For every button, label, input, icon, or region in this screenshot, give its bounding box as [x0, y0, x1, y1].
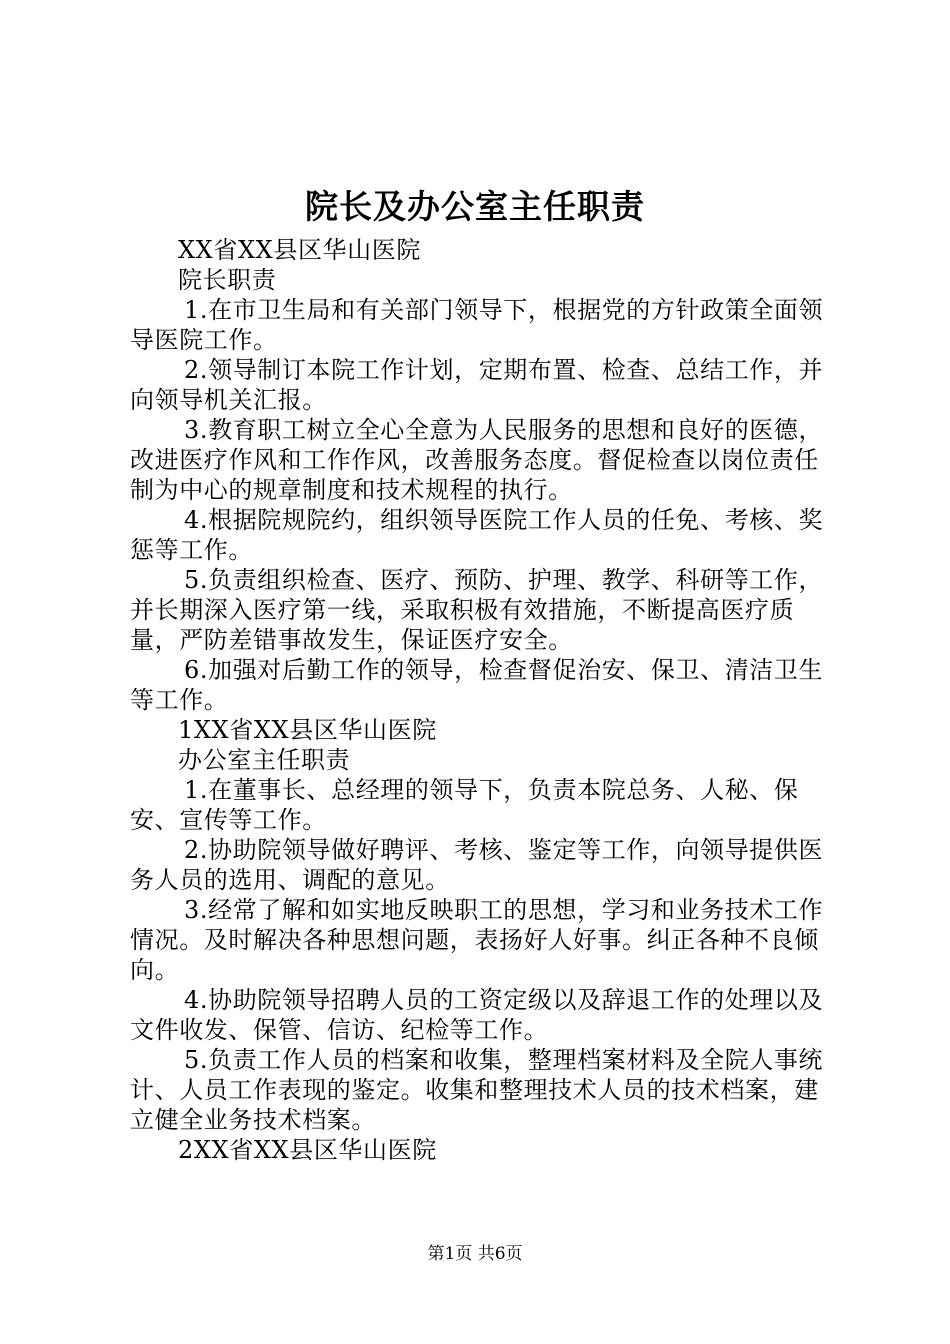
document-body — [130, 235, 842, 1165]
paragraph-hospital-header-3: 2XX省XX县区华山医院 — [178, 1136, 437, 1164]
director-duty-3: 3.教育职工树立全心全意为人民服务的思想和良好的医德，改进医疗作风和工作作风，改善服务态度。督促检查以岗位责任制为中心的规章制度和技术规程的执行。 — [130, 416, 824, 504]
document-title: 院长及办公室主任职责 — [305, 187, 645, 226]
office-duty-5: 5.负责工作人员的档案和收集，整理档案材料及全院人事统计、人员工作表现的鉴定。收集和整理技术人员的技术档案，建立健全业务技术档案。 — [130, 1046, 824, 1134]
director-duty-2: 2.领导制订本院工作计划，定期布置、检查、总结工作，并向领导机关汇报。 — [130, 356, 824, 414]
office-duty-2: 2.协助院领导做好聘评、考核、鉴定等工作，向领导提供医务人员的选用、调配的意见。 — [130, 836, 824, 894]
office-duty-4: 4.协助院领导招聘人员的工资定级以及辞退工作的处理以及文件收发、保管、信访、纪检等工作。 — [130, 986, 824, 1044]
office-duty-1: 1.在董事长、总经理的领导下，负责本院总务、人秘、保安、宣传等工作。 — [130, 776, 799, 834]
paragraph-hospital-header-1: XX省XX县区华山医院 — [178, 236, 421, 264]
paragraph-hospital-header-2: 1XX省XX县区华山医院 — [178, 716, 437, 744]
director-duty-5: 5.负责组织检查、医疗、预防、护理、教学、科研等工作，并长期深入医疗第一线，采取积极有效措施，不断提高医疗质量，严防差错事故发生，保证医疗安全。 — [130, 566, 824, 654]
director-duty-1: 1.在市卫生局和有关部门领导下，根据党的方针政策全面领导医院工作。 — [130, 296, 824, 354]
office-duty-3: 3.经常了解和如实地反映职工的思想，学习和业务技术工作情况。及时解决各种思想问题，表扬好人好事。纠正各种不良倾向。 — [130, 896, 824, 984]
section-heading-office-director-duties: 办公室主任职责 — [178, 746, 351, 774]
section-heading-director-duties: 院长职责 — [178, 266, 277, 294]
page-number-footer: 第1页 共6页 — [427, 1244, 523, 1264]
director-duty-6: 6.加强对后勤工作的领导，检查督促治安、保卫、清洁卫生等工作。 — [130, 656, 824, 714]
director-duty-4: 4.根据院规院约，组织领导医院工作人员的任免、考核、奖惩等工作。 — [130, 506, 824, 564]
